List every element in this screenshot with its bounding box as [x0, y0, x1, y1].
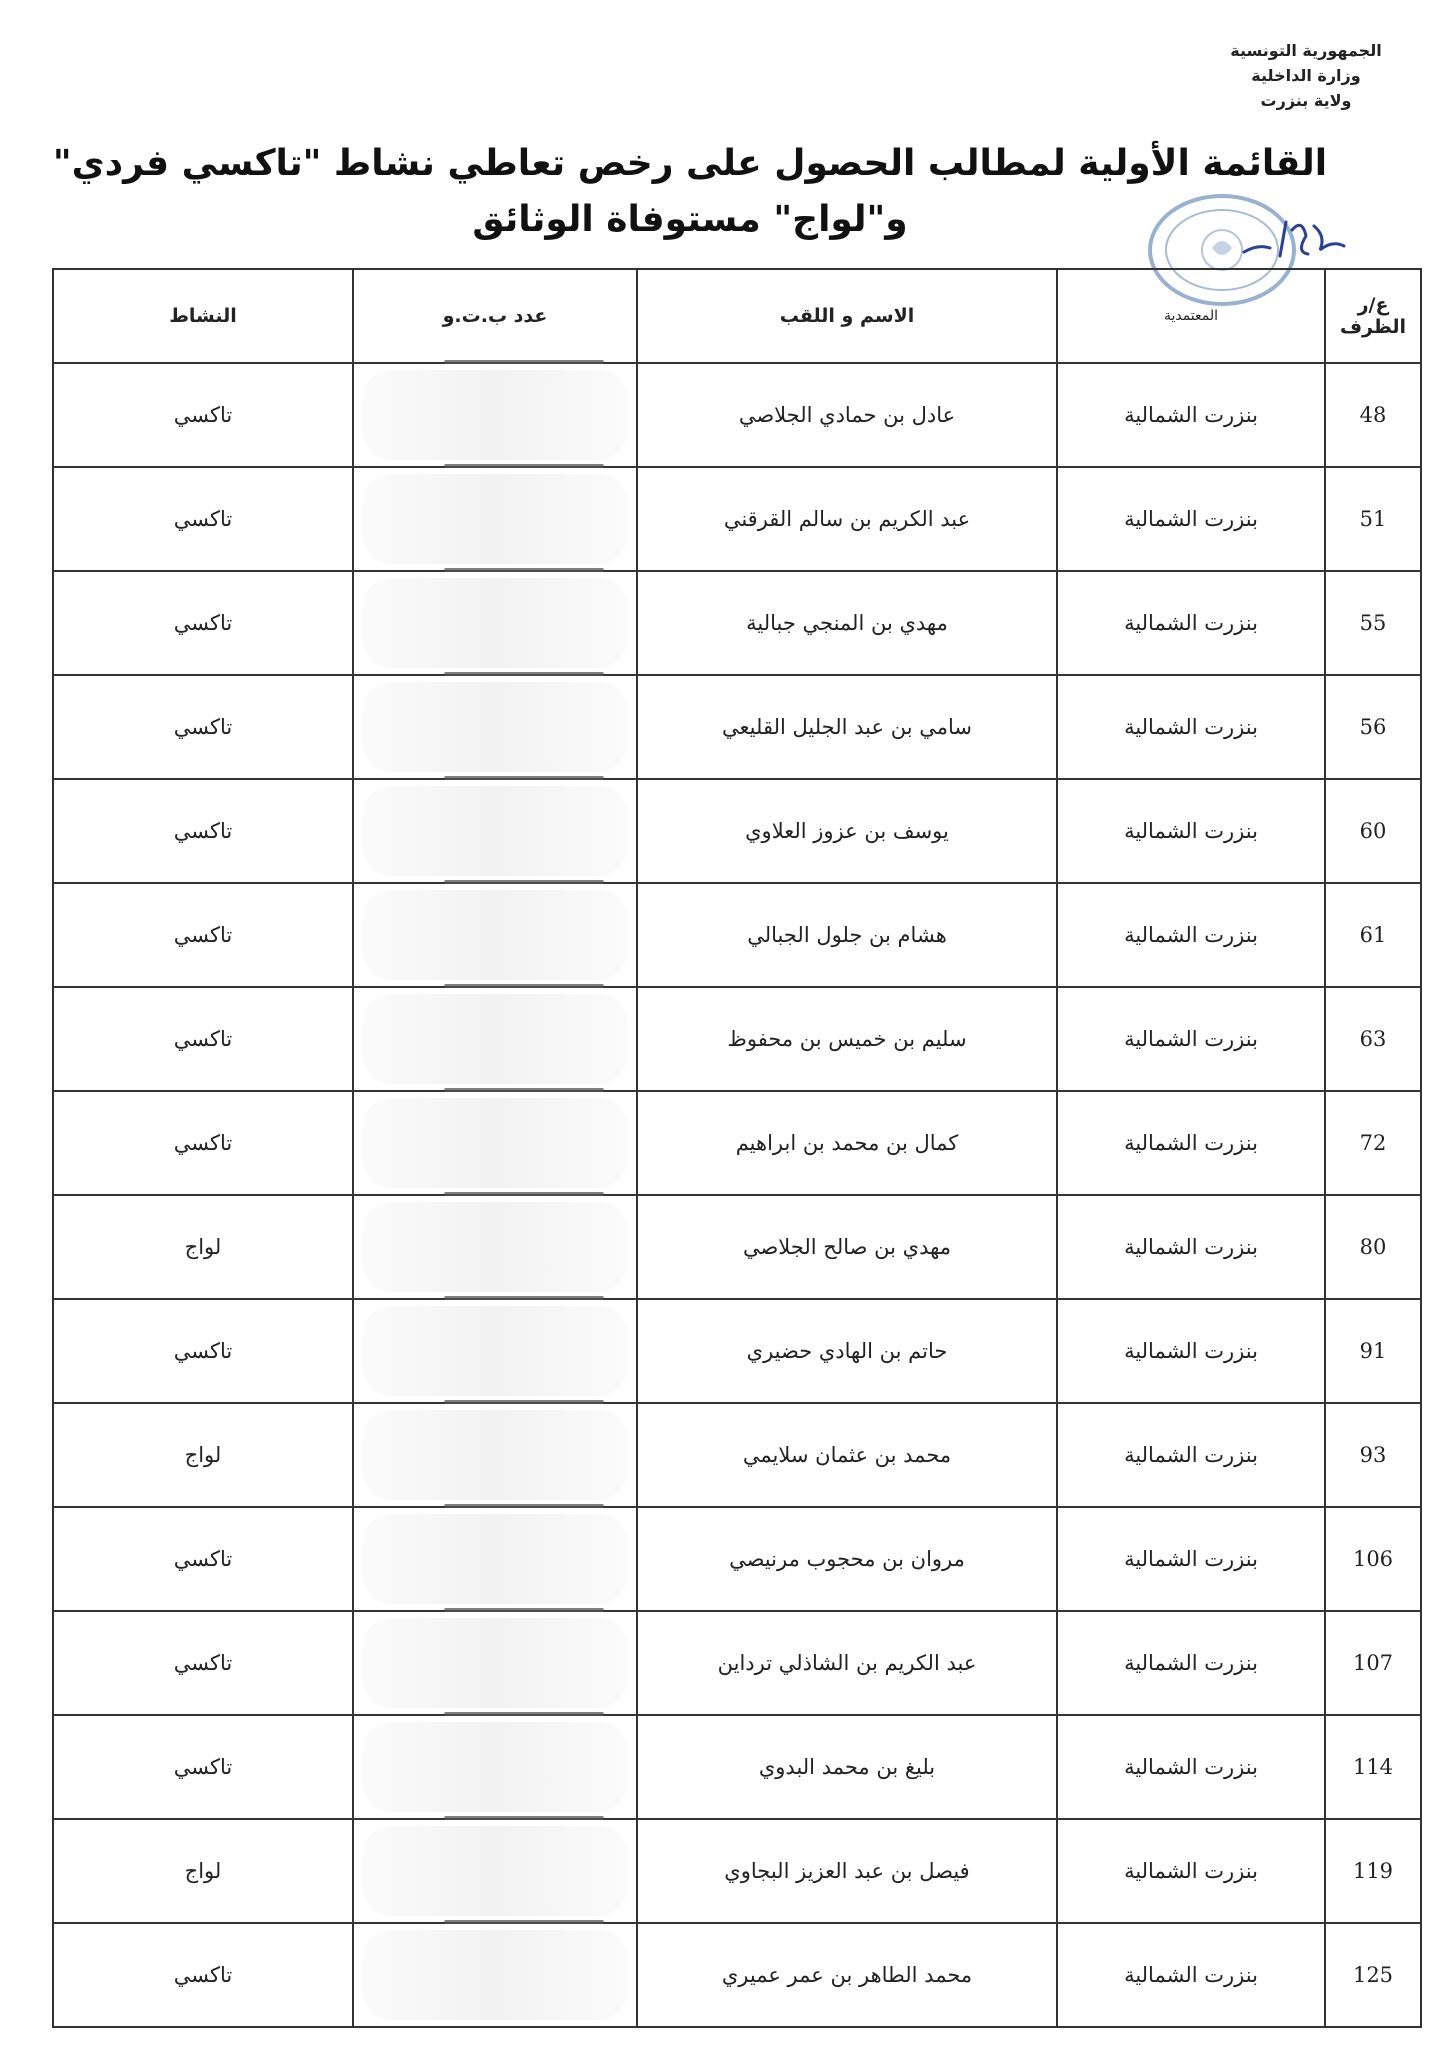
- cell-name: عبد الكريم بن الشاذلي ترداين: [637, 1611, 1057, 1715]
- table-row: [53, 1611, 1421, 1715]
- cell-number: 61: [1325, 883, 1421, 987]
- header-governorate: ولاية بنزرت: [1260, 91, 1352, 110]
- table-row: [53, 571, 1421, 675]
- cell-name: مروان بن محجوب مرنيصي: [637, 1507, 1057, 1611]
- table-row: [53, 363, 1421, 467]
- column-header-id-number: عدد ب.ت.و: [353, 269, 637, 363]
- cell-district: بنزرت الشمالية: [1057, 1195, 1325, 1299]
- cell-district: بنزرت الشمالية: [1057, 1091, 1325, 1195]
- cell-district: بنزرت الشمالية: [1057, 363, 1325, 467]
- column-header-district: المعتمدية: [1057, 269, 1325, 363]
- cell-activity: تاكسي: [53, 1923, 353, 2027]
- cell-number: 119: [1325, 1819, 1421, 1923]
- column-header-name: الاسم و اللقب: [637, 269, 1057, 363]
- cell-name: عبد الكريم بن سالم القرقني: [637, 467, 1057, 571]
- cell-name: محمد الطاهر بن عمر عميري: [637, 1923, 1057, 2027]
- table-row: [53, 467, 1421, 571]
- cell-number: 106: [1325, 1507, 1421, 1611]
- table-row: [53, 1819, 1421, 1923]
- cell-id-redacted: [353, 1611, 637, 1715]
- cell-id-redacted: [353, 1507, 637, 1611]
- cell-id-redacted: [353, 1715, 637, 1819]
- cell-name: يوسف بن عزوز العلاوي: [637, 779, 1057, 883]
- cell-activity: تاكسي: [53, 675, 353, 779]
- cell-name: سليم بن خميس بن محفوظ: [637, 987, 1057, 1091]
- cell-activity: تاكسي: [53, 883, 353, 987]
- signature-icon: [1240, 210, 1350, 270]
- cell-activity: لواج: [53, 1195, 353, 1299]
- title-line-1: القائمة الأولية لمطالب الحصول على رخص تعاطي نشاط "تاكسي فردي": [52, 143, 1328, 184]
- cell-number: 55: [1325, 571, 1421, 675]
- cell-name: بليغ بن محمد البدوي: [637, 1715, 1057, 1819]
- header-ministry: وزارة الداخلية: [1251, 66, 1361, 85]
- cell-district: بنزرت الشمالية: [1057, 987, 1325, 1091]
- cell-activity: تاكسي: [53, 1715, 353, 1819]
- cell-activity: تاكسي: [53, 363, 353, 467]
- cell-district: بنزرت الشمالية: [1057, 1507, 1325, 1611]
- cell-id-redacted: [353, 363, 637, 467]
- cell-number: 93: [1325, 1403, 1421, 1507]
- cell-name: حاتم بن الهادي حضيري: [637, 1299, 1057, 1403]
- applicants-table: [52, 268, 1422, 2028]
- cell-number: 107: [1325, 1611, 1421, 1715]
- cell-id-redacted: [353, 571, 637, 675]
- cell-district: بنزرت الشمالية: [1057, 467, 1325, 571]
- table-row: [53, 1299, 1421, 1403]
- table-row: [53, 779, 1421, 883]
- cell-id-redacted: [353, 1091, 637, 1195]
- cell-id-redacted: [353, 467, 637, 571]
- cell-id-redacted: [353, 1299, 637, 1403]
- cell-id-redacted: [353, 987, 637, 1091]
- cell-id-redacted: [353, 1403, 637, 1507]
- cell-id-redacted: [353, 1819, 637, 1923]
- cell-number: 80: [1325, 1195, 1421, 1299]
- cell-activity: تاكسي: [53, 1091, 353, 1195]
- table-row: [53, 1715, 1421, 1819]
- table-row: [53, 987, 1421, 1091]
- cell-name: سامي بن عبد الجليل القليعي: [637, 675, 1057, 779]
- cell-activity: تاكسي: [53, 571, 353, 675]
- cell-id-redacted: [353, 883, 637, 987]
- column-header-number: ع/ر الظرف: [1325, 269, 1421, 363]
- table-row: [53, 675, 1421, 779]
- cell-district: بنزرت الشمالية: [1057, 675, 1325, 779]
- cell-name: مهدي بن المنجي جبالية: [637, 571, 1057, 675]
- table-row: [53, 1507, 1421, 1611]
- cell-id-redacted: [353, 779, 637, 883]
- cell-activity: تاكسي: [53, 467, 353, 571]
- cell-name: فيصل بن عبد العزيز البجاوي: [637, 1819, 1057, 1923]
- cell-id-redacted: [353, 1923, 637, 2027]
- cell-number: 114: [1325, 1715, 1421, 1819]
- cell-activity: لواج: [53, 1819, 353, 1923]
- table-row: [53, 1091, 1421, 1195]
- cell-name: هشام بن جلول الجبالي: [637, 883, 1057, 987]
- cell-number: 60: [1325, 779, 1421, 883]
- cell-id-redacted: [353, 675, 637, 779]
- cell-district: بنزرت الشمالية: [1057, 571, 1325, 675]
- cell-activity: تاكسي: [53, 1507, 353, 1611]
- cell-activity: تاكسي: [53, 987, 353, 1091]
- cell-number: 56: [1325, 675, 1421, 779]
- cell-district: بنزرت الشمالية: [1057, 883, 1325, 987]
- table-row: [53, 1195, 1421, 1299]
- cell-name: كمال بن محمد بن ابراهيم: [637, 1091, 1057, 1195]
- cell-district: بنزرت الشمالية: [1057, 1403, 1325, 1507]
- cell-number: 72: [1325, 1091, 1421, 1195]
- cell-number: 91: [1325, 1299, 1421, 1403]
- header-block: [1196, 38, 1416, 113]
- cell-name: محمد بن عثمان سلايمي: [637, 1403, 1057, 1507]
- cell-activity: تاكسي: [53, 1299, 353, 1403]
- cell-name: مهدي بن صالح الجلاصي: [637, 1195, 1057, 1299]
- cell-name: عادل بن حمادي الجلاصي: [637, 363, 1057, 467]
- cell-district: بنزرت الشمالية: [1057, 1819, 1325, 1923]
- cell-activity: تاكسي: [53, 779, 353, 883]
- cell-number: 63: [1325, 987, 1421, 1091]
- cell-district: بنزرت الشمالية: [1057, 1715, 1325, 1819]
- cell-district: بنزرت الشمالية: [1057, 1611, 1325, 1715]
- table-header-row: [53, 269, 1421, 363]
- cell-activity: لواج: [53, 1403, 353, 1507]
- cell-district: بنزرت الشمالية: [1057, 1299, 1325, 1403]
- table-row: [53, 1923, 1421, 2027]
- column-header-activity: النشاط: [53, 269, 353, 363]
- header-republic: الجمهورية التونسية: [1230, 41, 1382, 60]
- cell-id-redacted: [353, 1195, 637, 1299]
- cell-activity: تاكسي: [53, 1611, 353, 1715]
- table-row: [53, 1403, 1421, 1507]
- cell-number: 125: [1325, 1923, 1421, 2027]
- cell-district: بنزرت الشمالية: [1057, 779, 1325, 883]
- table-row: [53, 883, 1421, 987]
- title-line-2: و"لواج" مستوفاة الوثائق: [472, 199, 908, 240]
- cell-district: بنزرت الشمالية: [1057, 1923, 1325, 2027]
- cell-number: 48: [1325, 363, 1421, 467]
- cell-number: 51: [1325, 467, 1421, 571]
